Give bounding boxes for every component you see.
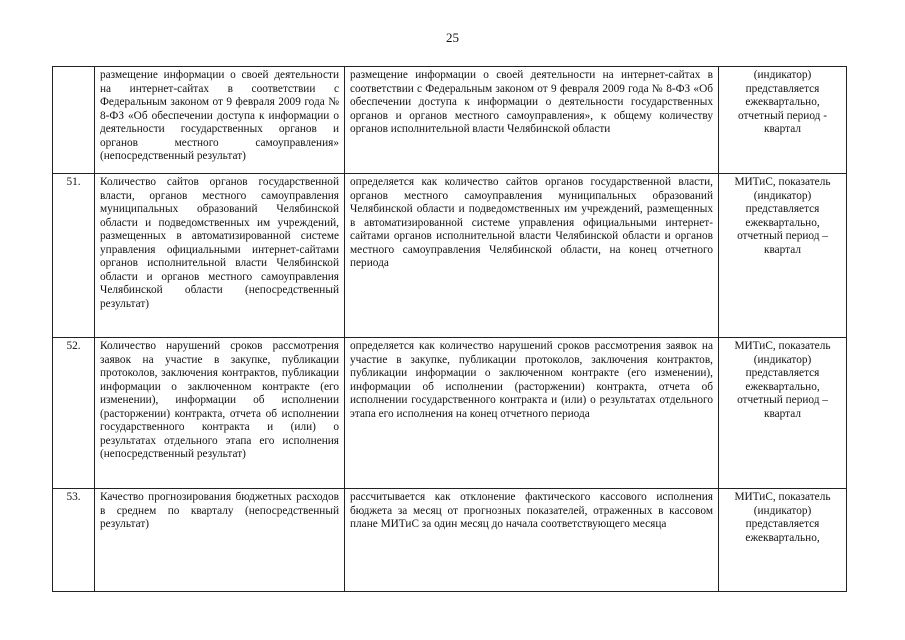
calculation-method-cell: размещение информации о своей деятельности на интернет-сайтах в соответствии с Федеральным законом от 9 февраля 2009 года № 8-ФЗ «Об обеспечении доступа к информации о деятельности государственных органов и органов местного самоуправления», к общему количеству органов исполнительной власти Челябинской области — [345, 67, 719, 174]
row-number-cell: 52. — [53, 338, 95, 489]
table-row — [53, 338, 847, 489]
source-cell: МИТиС, показатель (индикатор) представляется ежеквартально, — [719, 489, 847, 592]
table-row — [53, 67, 847, 174]
row-number-cell: 51. — [53, 174, 95, 338]
row-number-cell — [53, 67, 95, 174]
page-number: 25 — [446, 30, 459, 45]
source-cell: МИТиС, показатель (индикатор) представляется ежеквартально, отчетный период – квартал — [719, 174, 847, 338]
source-cell: МИТиС, показатель (индикатор) представляется ежеквартально, отчетный период – квартал — [719, 338, 847, 489]
table-row — [53, 174, 847, 338]
calculation-method-cell: рассчитывается как отклонение фактического кассового исполнения бюджета за месяц от прогнозных показателей, отраженных в кассовом плане МИТиС за один месяц до начала соответствующего месяца — [345, 489, 719, 592]
indicator-name-cell: Количество сайтов органов государственной власти, органов местного самоуправления муниципальных образований Челябинской области и подведомственных им учреждений, размещенных в автоматизированной системе управления официальными интернет-сайтами органов исполнительной власти Челябинской области и органов местного самоуправления Челябинской области (непосредственный результат) — [95, 174, 345, 338]
indicator-name-cell: Качество прогнозирования бюджетных расходов в среднем по кварталу (непосредственный результат) — [95, 489, 345, 592]
indicators-table — [52, 66, 847, 592]
source-cell: (индикатор) представляется ежеквартально, отчетный период - квартал — [719, 67, 847, 174]
row-number-cell: 53. — [53, 489, 95, 592]
calculation-method-cell: определяется как количество сайтов органов государственной власти, органов местного самоуправления муниципальных образований Челябинской области и подведомственных им учреждений, размещенных в автоматизированной системе управления официальными интернет-сайтами органов исполнительной власти Челябинской области и органов местного самоуправления Челябинской области, на конец отчетного периода — [345, 174, 719, 338]
calculation-method-cell: определяется как количество нарушений сроков рассмотрения заявок на участие в закупке, публикации протоколов, заключения контрактов, публикации информации о заключенном контракте (его изменении), информации об исполнении (расторжении) контракта, отчета об исполнении государственного контракта и (или) о результатах отдельного этапа его исполнения на конец отчетного периода — [345, 338, 719, 489]
indicator-name-cell: размещение информации о своей деятельности на интернет-сайтах в соответствии с Федеральным законом от 9 февраля 2009 года № 8-ФЗ «Об обеспечении доступа к информации о деятельности государственных органов и органов местного самоуправления» (непосредственный результат) — [95, 67, 345, 174]
table-row — [53, 489, 847, 592]
indicator-name-cell: Количество нарушений сроков рассмотрения заявок на участие в закупке, публикации протоколов, заключения контрактов, публикации информации о заключенном контракте (его изменении), информации об исполнении (расторжении) контракта, отчета об исполнении государственного контракта и (или) о результатах отдельного этапа его исполнения (непосредственный результат) — [95, 338, 345, 489]
